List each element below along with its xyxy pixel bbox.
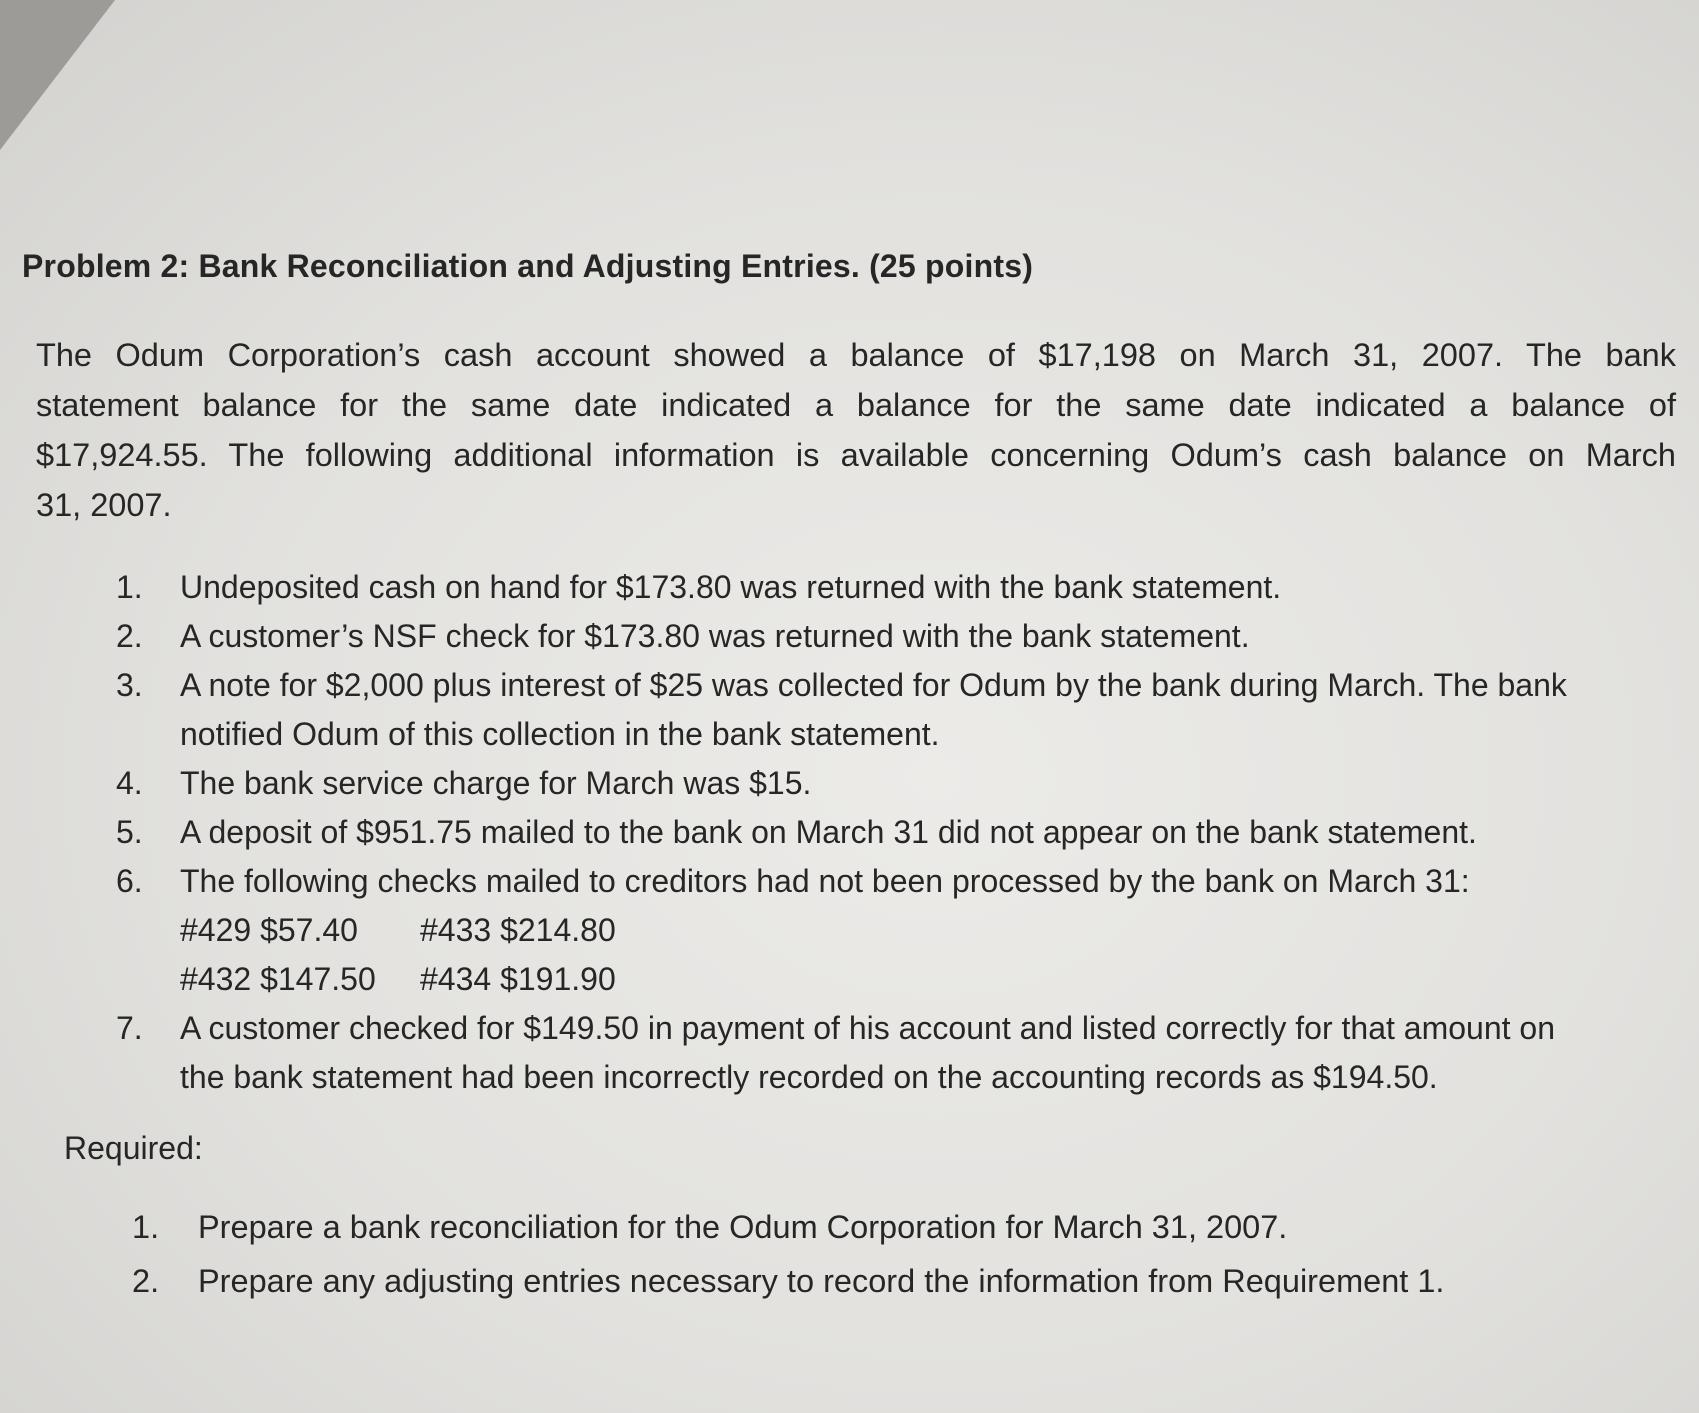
information-list xyxy=(116,563,1676,1102)
item-number: 4. xyxy=(116,765,143,801)
check-entry: #429 $57.40 xyxy=(180,912,358,948)
requirement-text: Prepare any adjusting entries necessary to record the information from Requirement 1. xyxy=(198,1263,1445,1299)
item-line: notified Odum of this collection in the bank statement. xyxy=(180,716,940,752)
problem-title: Problem 2: Bank Reconciliation and Adjusting Entries. (25 points) xyxy=(22,248,1034,284)
check-row xyxy=(180,906,1676,955)
list-item xyxy=(116,857,1676,1004)
item-line: A customer checked for $149.50 in payment of his account and listed correctly for that amount on xyxy=(180,1010,1555,1046)
intro-line: statement balance for the same date indicated a balance for the same date indicated a balance of xyxy=(36,387,1676,423)
check-entry: #434 $191.90 xyxy=(420,961,616,997)
list-item xyxy=(116,759,1676,808)
item-line: The following checks mailed to creditors had not been processed by the bank on March 31: xyxy=(180,863,1470,899)
requirement-number: 1. xyxy=(132,1209,160,1245)
check-row xyxy=(180,955,1676,1004)
item-number: 5. xyxy=(116,814,143,850)
item-number: 2. xyxy=(116,618,143,654)
item-line: the bank statement had been incorrectly recorded on the accounting records as $194.50. xyxy=(180,1059,1438,1095)
intro-line: $17,924.55. The following additional information is available concerning Odum’s cash balance on March xyxy=(36,437,1676,473)
requirement-number: 2. xyxy=(132,1263,160,1299)
list-item xyxy=(116,563,1676,612)
item-number: 7. xyxy=(116,1010,143,1046)
item-line: A note for $2,000 plus interest of $25 was collected for Odum by the bank during March. The bank xyxy=(180,667,1567,703)
item-line: Undeposited cash on hand for $173.80 was returned with the bank statement. xyxy=(180,569,1282,605)
list-item xyxy=(116,1004,1676,1102)
item-number: 6. xyxy=(116,863,143,899)
item-line: A customer’s NSF check for $173.80 was returned with the bank statement. xyxy=(180,618,1250,654)
requirement-text: Prepare a bank reconciliation for the Odum Corporation for March 31, 2007. xyxy=(198,1209,1288,1245)
intro-line: The Odum Corporation’s cash account showed a balance of $17,198 on March 31, 2007. The bank xyxy=(36,337,1676,373)
item-text xyxy=(180,661,1676,759)
requirement-item xyxy=(132,1254,1632,1308)
requirements-list xyxy=(132,1200,1632,1308)
check-entry: #433 $214.80 xyxy=(420,912,616,948)
requirement-item xyxy=(132,1200,1632,1254)
item-text xyxy=(180,612,1676,661)
list-item xyxy=(116,808,1676,857)
required-heading: Required: xyxy=(64,1130,203,1166)
intro-paragraph xyxy=(36,330,1676,530)
list-item xyxy=(116,612,1676,661)
item-text xyxy=(180,857,1676,1004)
list-item xyxy=(116,661,1676,759)
item-text xyxy=(180,1004,1676,1102)
item-text xyxy=(180,759,1676,808)
item-text xyxy=(180,563,1676,612)
item-line: The bank service charge for March was $15. xyxy=(180,765,812,801)
item-text xyxy=(180,808,1676,857)
item-line: A deposit of $951.75 mailed to the bank on March 31 did not appear on the bank statement. xyxy=(180,814,1477,850)
item-number: 1. xyxy=(116,569,143,605)
check-entry: #432 $147.50 xyxy=(180,961,376,997)
intro-line: 31, 2007. xyxy=(36,487,172,523)
item-number: 3. xyxy=(116,667,143,703)
